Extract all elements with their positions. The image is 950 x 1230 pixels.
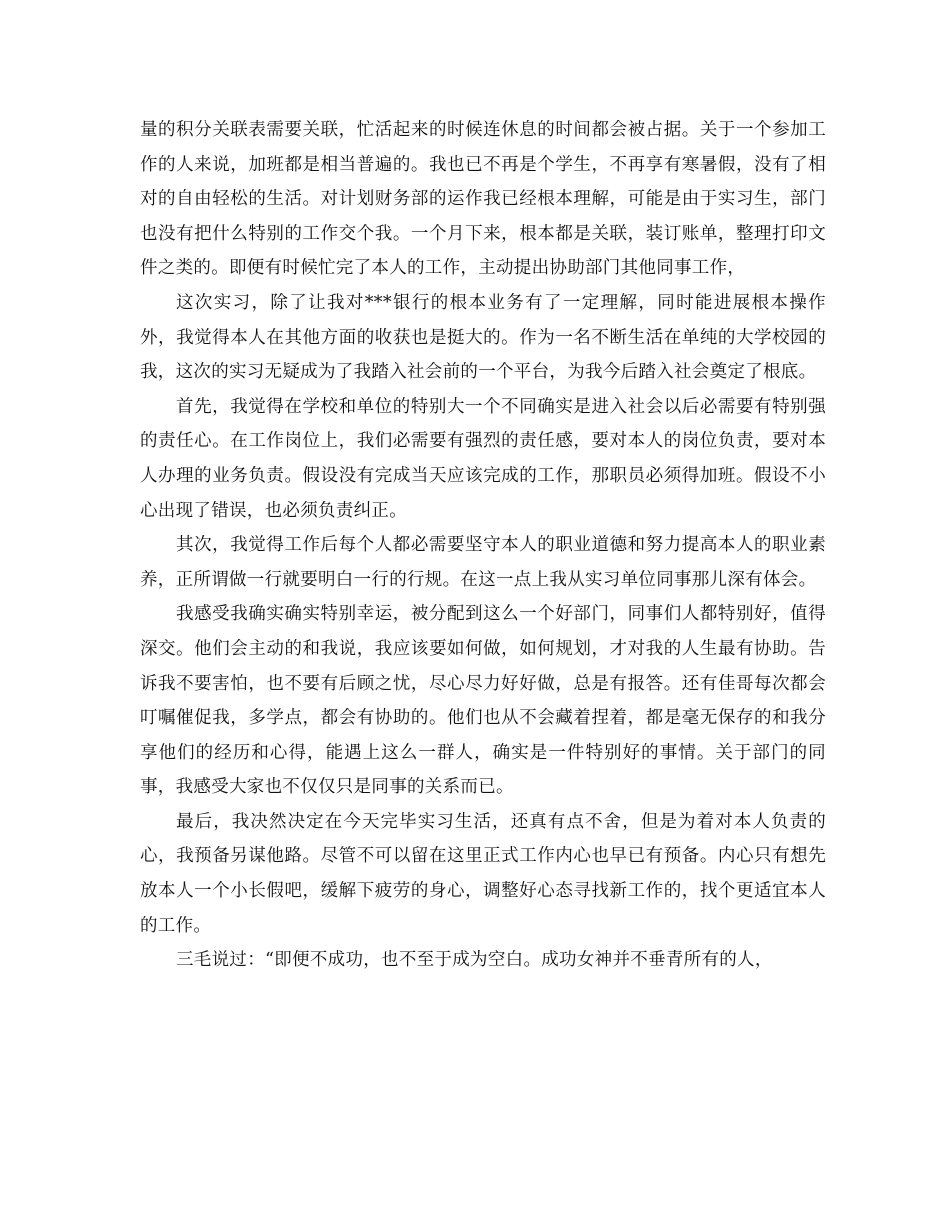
paragraph-6: 最后，我决然决定在今天完毕实习生活，还真有点不舍，但是为着对本人负责的心，我预备另谋他路。尽管不可以留在这里正式工作内心也早已有预备。内心只有想先放本人一个小长假吧，缓解下疲劳的身心，调整好心态寻找新工作的，找个更适宜本人的工作。 — [140, 811, 826, 936]
paragraph-1: 量的积分关联表需要关联，忙活起来的时候连休息的时间都会被占据。关于一个参加工作的人来说，加班都是相当普遍的。我也已不再是个学生，不再享有寒暑假，没有了相对的自由轻松的生活。对计划财务部的运作我已经根本理解，可能是由于实习生，部门也没有把什么特别的工作交个我。一个月下来，根本都是关联，装订账单，整理打印文件之类的。即便有时候忙完了本人的工作，主动提出协助部门其他同事工作， — [140, 120, 826, 279]
paragraph-2: 这次实习，除了让我对***银行的根本业务有了一定理解，同时能进展根本操作外，我觉得本人在其他方面的收获也是挺大的。作为一名不断生活在单纯的大学校园的我，这次的实习无疑成为了我踏入社会前的一个平台，为我今后踏入社会奠定了根底。 — [140, 292, 826, 383]
paragraph-7: 三毛说过：“即便不成功，也不至于成为空白。成功女神并不垂青所有的人， — [176, 950, 773, 971]
document-body — [140, 113, 826, 978]
paragraph-5: 我感受我确实确实特别幸运，被分配到这么一个好部门，同事们人都特别好，值得深交。他们会主动的和我说，我应该要如何做，如何规划，才对我的人生最有协助。告诉我不要害怕，也不要有后顾之忧，尽心尽力好好做，总是有报答。还有佳哥每次都会叮嘱催促我，多学点，都会有协助的。他们也从不会藏着捏着，都是毫无保存的和我分享他们的经历和心得，能遇上这么一群人，确实是一件特别好的事情。关于部门的同事，我感受大家也不仅仅只是同事的关系而已。 — [140, 604, 826, 798]
paragraph-4: 其次，我觉得工作后每个人都必需要坚守本人的职业道德和努力提高本人的职业素养，正所谓做一行就要明白一行的行规。在这一点上我从实习单位同事那儿深有体会。 — [140, 535, 826, 590]
paragraph-3: 首先，我觉得在学校和单位的特别大一个不同确实是进入社会以后必需要有特别强的责任心。在工作岗位上，我们必需要有强烈的责任感，要对本人的岗位负责，要对本人办理的业务负责。假设没有完成当天应该完成的工作，那职员必须得加班。假设不小心出现了错误，也必须负责纠正。 — [140, 396, 826, 521]
